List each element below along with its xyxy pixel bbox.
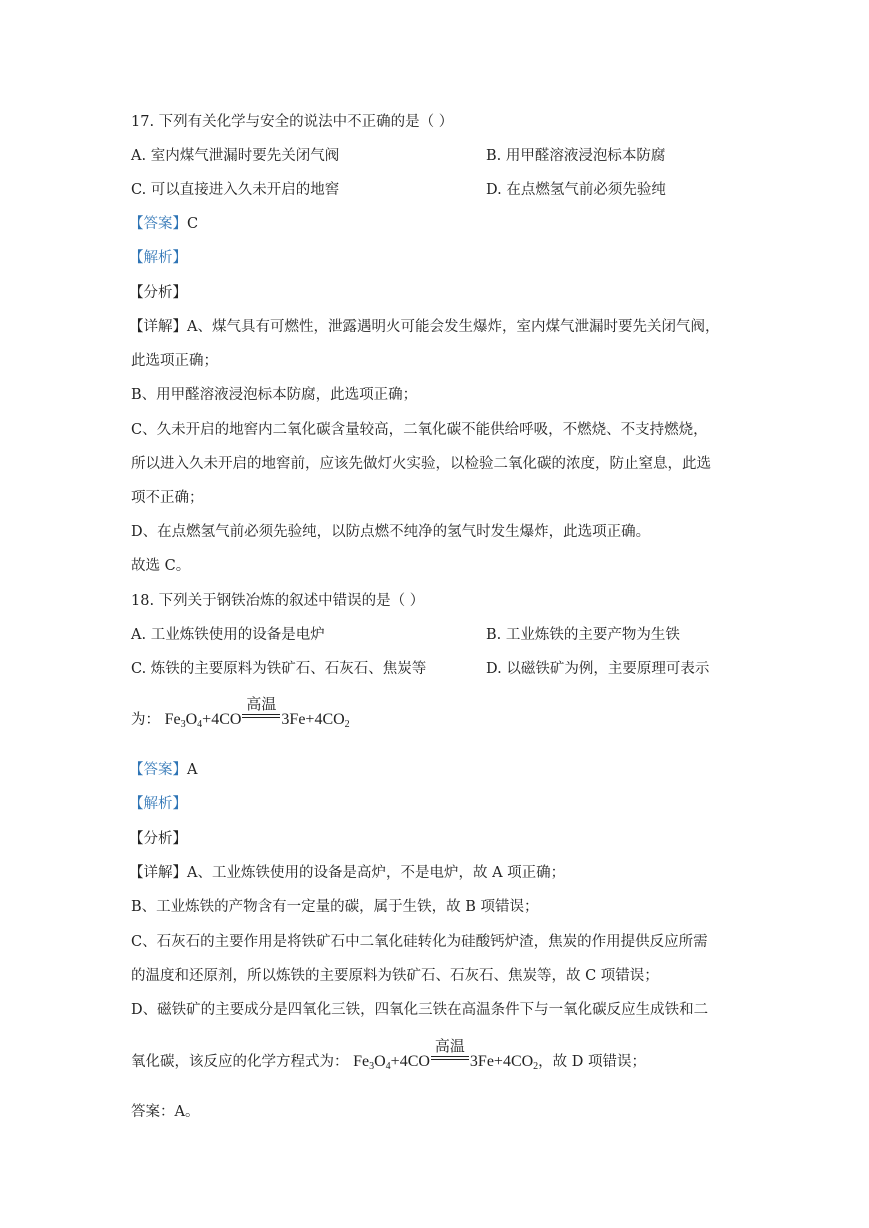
question-17-detail-7: D、在点燃氢气前必须先验纯，以防点燃不纯净的氢气时发生爆炸，此选项正确。 bbox=[131, 524, 651, 540]
detail-tag: 【详解】 bbox=[129, 319, 187, 335]
question-18-detail-6 bbox=[131, 1037, 647, 1079]
question-17-option-c: C. 可以直接进入久未开启的地窖 bbox=[131, 182, 340, 198]
question-17-answer bbox=[129, 214, 198, 234]
question-17-detail-4: C、久未开启的地窖内二氧化碳含量较高，二氧化碳不能供给呼吸，不燃烧、不支持燃烧， bbox=[131, 422, 708, 438]
question-18-option-d: D. 以磁铁矿为例，主要原理可表示 bbox=[486, 661, 710, 677]
detail-text: A、工业炼铁使用的设备是高炉，不是电炉，故 A 项正确； bbox=[187, 865, 566, 881]
question-18-option-d-equation bbox=[131, 695, 350, 737]
detail-6-prefix: 氧化碳，该反应的化学方程式为： bbox=[131, 1054, 349, 1070]
reaction-condition: 高温 bbox=[242, 706, 280, 724]
question-18-jiexi-tag: 【解析】 bbox=[129, 796, 187, 812]
question-18-answer bbox=[129, 760, 197, 780]
question-17-detail-1 bbox=[129, 317, 719, 337]
question-18-detail-2: B、工业炼铁的产物含有一定量的碳，属于生铁，故 B 项错误； bbox=[131, 899, 539, 915]
reaction-condition: 高温 bbox=[431, 1048, 469, 1066]
question-18-option-c: C. 炼铁的主要原料为铁矿石、石灰石、焦炭等 bbox=[131, 661, 427, 677]
detail-tag: 【详解】 bbox=[129, 865, 187, 881]
answer-tag: 【答案】 bbox=[129, 762, 187, 778]
answer-value: C bbox=[187, 216, 199, 232]
question-17-option-b: B. 用甲醛溶液浸泡标本防腐 bbox=[486, 148, 666, 164]
question-18-detail-1 bbox=[129, 863, 565, 883]
chemical-equation: $Fe_3O_4+4CO$ 高温 $3Fe+4CO_2$ bbox=[353, 1037, 539, 1072]
question-18-detail-4: 的温度和还原剂，所以炼铁的主要原料为铁矿石、石灰石、焦炭等，故 C 项错误； bbox=[131, 968, 659, 984]
question-17-detail-2: 此选项正确； bbox=[131, 353, 218, 369]
question-17-detail-6: 项不正确； bbox=[131, 490, 204, 506]
option-d-continuation: 为： bbox=[131, 712, 160, 728]
question-18-stem: 18. 下列关于钢铁冶炼的叙述中错误的是（ ） bbox=[131, 593, 425, 609]
question-17-option-a: A. 室内煤气泄漏时要先关闭气阀 bbox=[131, 148, 340, 164]
question-18-detail-3: C、石灰石的主要作用是将铁矿石中二氧化硅转化为硅酸钙炉渣，焦炭的作用提供反应所需 bbox=[131, 934, 708, 950]
detail-6-suffix: ，故 D 项错误； bbox=[538, 1054, 647, 1070]
question-18-option-b: B. 工业炼铁的主要产物为生铁 bbox=[486, 627, 680, 643]
answer-tag: 【答案】 bbox=[129, 216, 187, 232]
question-17-stem: 17. 下列有关化学与安全的说法中不正确的是（ ） bbox=[131, 114, 454, 130]
question-17-detail-5: 所以进入久未开启的地窖前，应该先做灯火实验，以检验二氧化碳的浓度，防止窒息，此选 bbox=[131, 456, 711, 472]
question-17-option-d: D. 在点燃氢气前必须先验纯 bbox=[486, 182, 666, 198]
detail-text: A、煤气具有可燃性，泄露遇明火可能会发生爆炸，室内煤气泄漏时要先关闭气阀， bbox=[187, 319, 720, 335]
question-18-conclusion: 答案：A。 bbox=[131, 1104, 200, 1120]
question-18-option-a: A. 工业炼铁使用的设备是电炉 bbox=[131, 627, 325, 643]
answer-value: A bbox=[187, 762, 198, 778]
question-18-fenxi-tag: 【分析】 bbox=[129, 831, 187, 847]
question-18-detail-5: D、磁铁矿的主要成分是四氧化三铁，四氧化三铁在高温条件下与一氧化碳反应生成铁和二 bbox=[131, 1002, 709, 1018]
question-17-jiexi-tag: 【解析】 bbox=[129, 250, 187, 266]
question-17-fenxi-tag: 【分析】 bbox=[129, 285, 187, 301]
question-17-conclusion: 故选 C。 bbox=[131, 558, 191, 574]
question-17-detail-3: B、用甲醛溶液浸泡标本防腐，此选项正确； bbox=[131, 387, 418, 403]
chemical-equation: $Fe_3O_4+4CO$ 高温 $3Fe+4CO_2$ bbox=[164, 695, 350, 730]
